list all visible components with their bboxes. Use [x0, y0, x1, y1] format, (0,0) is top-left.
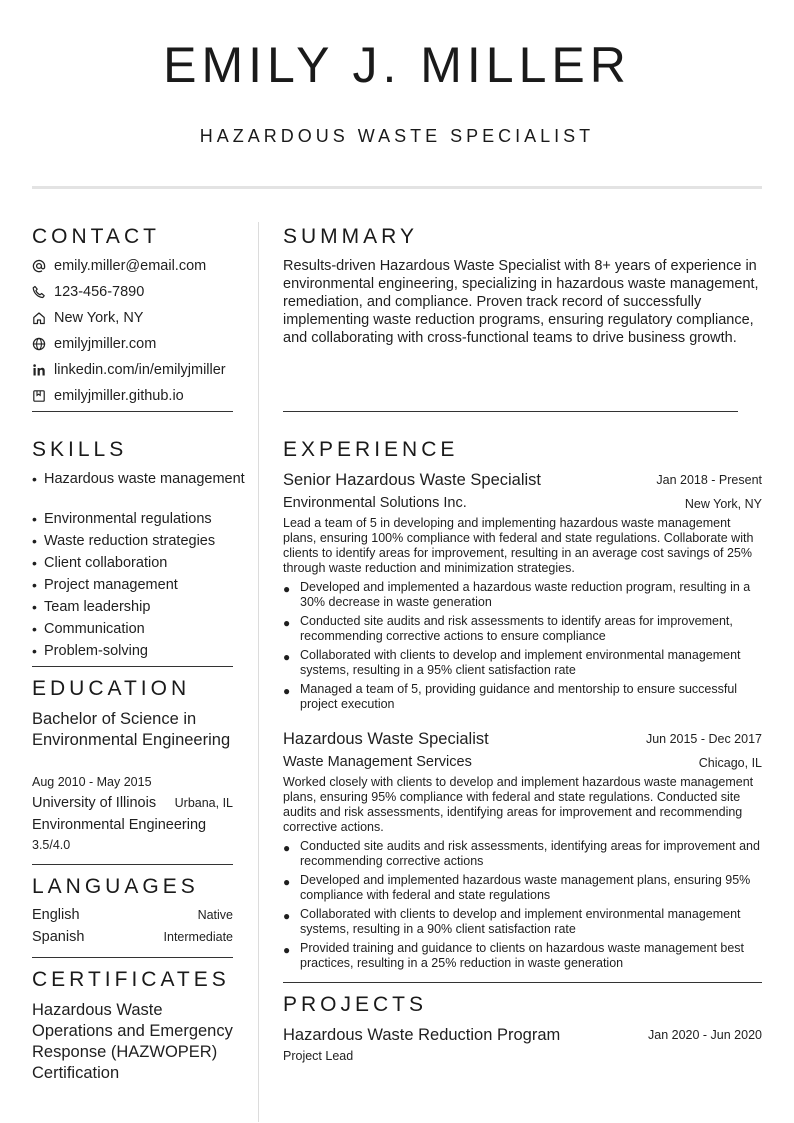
- job-description: Worked closely with clients to develop and implement hazardous waste management plans, ensuring 95% compliance with federal and state regulations. Conducted site audits and risk assessments, identifying areas for improvement and recommending corrective actions.: [283, 775, 754, 834]
- languages-heading: LANGUAGES: [32, 875, 199, 898]
- at-icon: [32, 259, 46, 273]
- contact-phone-text: 123-456-7890: [54, 284, 145, 300]
- contact-heading: CONTACT: [32, 225, 160, 248]
- job-bullet: ● Collaborated with clients to develop and implement environmental management systems, resulting in a 90% client satisfaction rate: [283, 907, 741, 936]
- skill-item: • Team leadership: [32, 599, 151, 615]
- contact-location: [32, 308, 247, 328]
- contact-website-text: emilyjmiller.com: [54, 336, 157, 352]
- job-bullet: ● Collaborated with clients to develop and implement environmental management systems, resulting in a 95% client satisfaction rate: [283, 648, 741, 677]
- skills-heading: SKILLS: [32, 438, 128, 461]
- education-field: Environmental Engineering: [32, 817, 207, 833]
- job-bullet: ● Developed and implemented a hazardous waste reduction program, resulting in a 30% decrease in waste generation: [283, 580, 751, 609]
- job-bullet: ● Conducted site audits and risk assessments, identifying areas for improvement and recommending corrective actions: [283, 839, 760, 868]
- skill-item: • Environmental regulations: [32, 511, 212, 527]
- language-row: [32, 907, 233, 923]
- project-dates: Jan 2020 - Jun 2020: [648, 1028, 762, 1042]
- linkedin-icon: [32, 363, 46, 377]
- contact-divider: [32, 411, 233, 412]
- contact-portfolio-text: emilyjmiller.github.io: [54, 388, 184, 404]
- experience-heading: EXPERIENCE: [283, 438, 459, 461]
- job-dates: Jan 2018 - Present: [656, 473, 762, 487]
- job-title: Hazardous Waste Specialist: [283, 730, 489, 748]
- summary-heading: SUMMARY: [283, 225, 418, 248]
- contact-email-text: emily.miller@email.com: [54, 258, 207, 274]
- summary-text: Results-driven Hazardous Waste Specialist with 8+ years of experience in environmental engineering, specializing in hazardous waste management, remediation, and compliance. Proven track record of successfully implementing waste reduction programs, ensuring regulatory compliance, and collaborating with cross-functional teams to drive business growth.: [283, 258, 759, 346]
- contact-portfolio[interactable]: [32, 386, 247, 406]
- language-name: Spanish: [32, 929, 85, 945]
- language-row: [32, 929, 233, 945]
- experience-divider: [283, 982, 762, 983]
- skill-item: • Client collaboration: [32, 555, 168, 571]
- globe-icon: [32, 337, 46, 351]
- certificates-heading: CERTIFICATES: [32, 968, 230, 991]
- skill-item: • Communication: [32, 621, 145, 637]
- job-title: Senior Hazardous Waste Specialist: [283, 471, 542, 489]
- skill-item: • Waste reduction strategies: [32, 533, 216, 549]
- certificate-item: Hazardous Waste Operations and Emergency Response (HAZWOPER) Certification: [32, 1001, 233, 1082]
- language-level: Native: [197, 908, 233, 922]
- job-bullet: ● Provided training and guidance to clients on hazardous waste management best practices, resulting in a 25% reduction in waste generation: [283, 941, 745, 970]
- contact-location-text: New York, NY: [54, 310, 144, 326]
- home-icon: [32, 311, 46, 325]
- education-gpa: 3.5/4.0: [32, 838, 71, 852]
- project-role: Project Lead: [283, 1049, 354, 1063]
- skills-divider: [32, 666, 233, 667]
- skill-item: • Project management: [32, 577, 178, 593]
- job-bullet: ● Conducted site audits and risk assessments to identify areas for improvement, recommending corrective actions to ensure compliance: [283, 614, 733, 643]
- job-bullet: ● Developed and implemented hazardous waste management plans, ensuring 95% compliance with federal and state regulations: [283, 873, 751, 902]
- skill-item: • Problem-solving: [32, 643, 148, 659]
- contact-website[interactable]: [32, 334, 247, 354]
- job-company: Environmental Solutions Inc.: [283, 495, 467, 511]
- candidate-name: EMILY J. MILLER: [163, 37, 631, 93]
- portfolio-icon: [32, 389, 46, 403]
- education-dates: Aug 2010 - May 2015: [32, 775, 152, 789]
- job-company: Waste Management Services: [283, 754, 472, 770]
- languages-divider: [32, 957, 233, 958]
- contact-linkedin-text: linkedin.com/in/emilyjmiller: [54, 362, 226, 378]
- job-title: HAZARDOUS WASTE SPECIALIST: [199, 126, 595, 146]
- job-location: New York, NY: [684, 497, 762, 511]
- education-school: University of Illinois: [32, 795, 157, 811]
- education-degree: Bachelor of Science in Environmental Engineering: [32, 710, 231, 749]
- job-description: Lead a team of 5 in developing and implementing hazardous waste management plans, ensuring 100% compliance with federal and state regulations. Collaborate with clients to identify areas for improvement, resulting in an average cost savings of 25% through waste reduction and minimization strategies.: [283, 516, 754, 575]
- header-divider: [32, 186, 762, 189]
- education-heading: EDUCATION: [32, 677, 191, 700]
- job-location: Chicago, IL: [698, 756, 762, 770]
- contact-phone[interactable]: [32, 282, 247, 302]
- contact-linkedin[interactable]: [32, 360, 247, 380]
- language-name: English: [32, 907, 80, 923]
- education-location: Urbana, IL: [174, 796, 233, 810]
- contact-email[interactable]: [32, 256, 247, 276]
- projects-heading: PROJECTS: [283, 993, 428, 1016]
- language-level: Intermediate: [163, 930, 233, 944]
- job-dates: Jun 2015 - Dec 2017: [645, 732, 762, 746]
- job-bullet: ● Managed a team of 5, providing guidance and mentorship to ensure successful project execution: [283, 682, 738, 711]
- project-title: Hazardous Waste Reduction Program: [283, 1026, 561, 1044]
- column-divider: [258, 222, 259, 1122]
- summary-divider: [283, 411, 738, 412]
- skill-item: • Hazardous waste management: [32, 471, 245, 487]
- phone-icon: [32, 285, 46, 299]
- education-divider: [32, 864, 233, 865]
